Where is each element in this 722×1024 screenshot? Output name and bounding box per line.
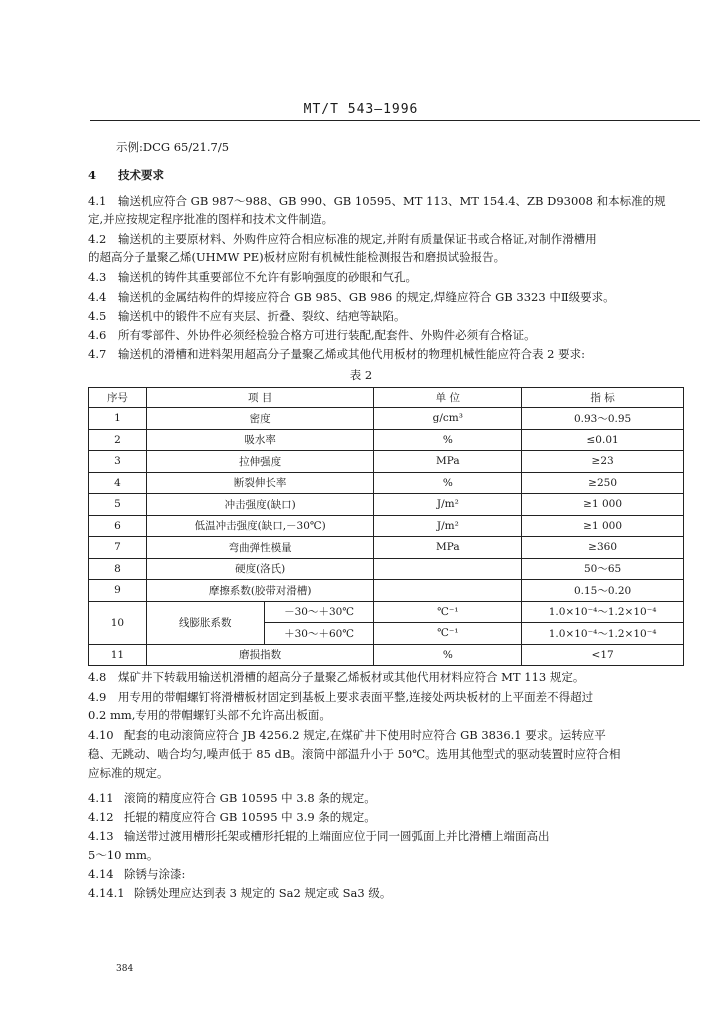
paragraph: 4.2 输送机的主要原材料、外购件应符合相应标准的规定,并附有质量保证书或合格证,对制作滑槽用 — [88, 232, 597, 246]
header-rule — [90, 120, 700, 121]
paragraph-cont: 稳、无跳动、啮合均匀,噪声低于 85 dB。滚筒中部温升小于 50℃。选用其他型式的驱动装置时应符合相 — [88, 747, 621, 761]
header-cell: 单 位 — [374, 388, 522, 408]
paragraph-cont: 的超高分子量聚乙烯(UHMW PE)板材应附有机械性能检测报告和磨损试验报告。 — [88, 250, 506, 264]
paragraph-cont: 0.2 mm,专用的带帽螺钉头部不允许高出板面。 — [88, 708, 331, 722]
paragraph-cont: 应标准的规定。 — [88, 766, 169, 780]
example-line: 示例:DCG 65/21.7/5 — [116, 140, 230, 154]
table-row: 7 弯曲弹性模量 MPa ≥360 — [89, 537, 684, 559]
header-cell: 指 标 — [522, 388, 684, 408]
paragraph: 4.12 托辊的精度应符合 GB 10595 中 3.9 条的规定。 — [88, 810, 376, 824]
paragraph: 4.7 输送机的滑槽和进料架用超高分子量聚乙烯或其他代用板材的物理机械性能应符合表 2 要求: — [88, 347, 585, 361]
table-row: 8 硬度(洛氏) 50～65 — [89, 558, 684, 580]
table-row: 4 断裂伸长率 % ≥250 — [89, 472, 684, 494]
paragraph: 4.14.1 除锈处理应达到表 3 规定的 Sa2 规定或 Sa3 级。 — [88, 886, 392, 900]
paragraph-cont: 定,并应按规定程序批准的图样和技术文件制造。 — [88, 212, 334, 226]
paragraph: 4.9 用专用的带帽螺钉将滑槽板材固定到基板上要求表面平整,连接处两块板材的上平面差不得超过 — [88, 690, 594, 704]
table-row: 10 线膨胀系数 －30～＋30℃ ℃⁻¹ 1.0×10⁻⁴～1.2×10⁻⁴ — [89, 601, 684, 623]
table-caption: 表 2 — [349, 368, 373, 382]
properties-table — [88, 387, 684, 666]
table-row: 1 密度 g/cm³ 0.93～0.95 — [89, 408, 684, 430]
table-row: 2 吸水率 % ≤0.01 — [89, 429, 684, 451]
paragraph-cont: 5～10 mm。 — [88, 848, 159, 862]
section-title: 技术要求 — [118, 168, 164, 182]
paragraph: 4.11 滚筒的精度应符合 GB 10595 中 3.8 条的规定。 — [88, 791, 376, 805]
header-cell: 序号 — [89, 388, 147, 408]
paragraph: 4.4 输送机的金属结构件的焊接应符合 GB 985、GB 986 的规定,焊缝应符合 GB 3323 中Ⅱ级要求。 — [88, 290, 615, 304]
paragraph: 4.5 输送机中的锻件不应有夹层、折叠、裂纹、结疤等缺陷。 — [88, 309, 406, 323]
paragraph: 4.10 配套的电动滚筒应符合 JB 4256.2 规定,在煤矿井下使用时应符合 GB 3836.1 要求。运转应平 — [88, 728, 606, 742]
paragraph: 4.3 输送机的铸件其重要部位不允许有影响强度的砂眼和气孔。 — [88, 270, 417, 284]
page-number: 384 — [116, 964, 134, 974]
table-header-row — [89, 388, 684, 408]
paragraph: 4.6 所有零部件、外协件必须经检验合格方可进行装配,配套件、外购件必须有合格证。 — [88, 328, 536, 342]
header-cell: 项 目 — [146, 388, 374, 408]
table-row: 5 冲击强度(缺口) J/m² ≥1 000 — [89, 494, 684, 516]
paragraph: 4.13 输送带过渡用槽形托架或槽形托辊的上端面应位于同一圆弧面上并比滑槽上端面高出 — [88, 829, 550, 843]
table-row: 3 拉伸强度 MPa ≥23 — [89, 451, 684, 473]
table-row: ＋30～＋60℃ ℃⁻¹ 1.0×10⁻⁴～1.2×10⁻⁴ — [89, 623, 684, 645]
paragraph: 4.8 煤矿井下转载用输送机滑槽的超高分子量聚乙烯板材或其他代用材料应符合 MT 113 规定。 — [88, 670, 585, 684]
table-row: 6 低温冲击强度(缺口,－30℃) J/m² ≥1 000 — [89, 515, 684, 537]
section-heading — [88, 168, 164, 182]
table-row: 9 摩擦系数(胶带对滑槽) 0.15～0.20 — [89, 580, 684, 602]
table-row: 11 磨损指数 % <17 — [89, 644, 684, 666]
paragraph: 4.1 输送机应符合 GB 987～988、GB 990、GB 10595、MT 113、MT 154.4、ZB D93008 和本标准的规 — [88, 194, 666, 208]
standard-header: MT/T 543—1996 — [303, 102, 419, 117]
section-number: 4 — [88, 168, 97, 182]
paragraph: 4.14 除锈与涂漆: — [88, 867, 186, 881]
